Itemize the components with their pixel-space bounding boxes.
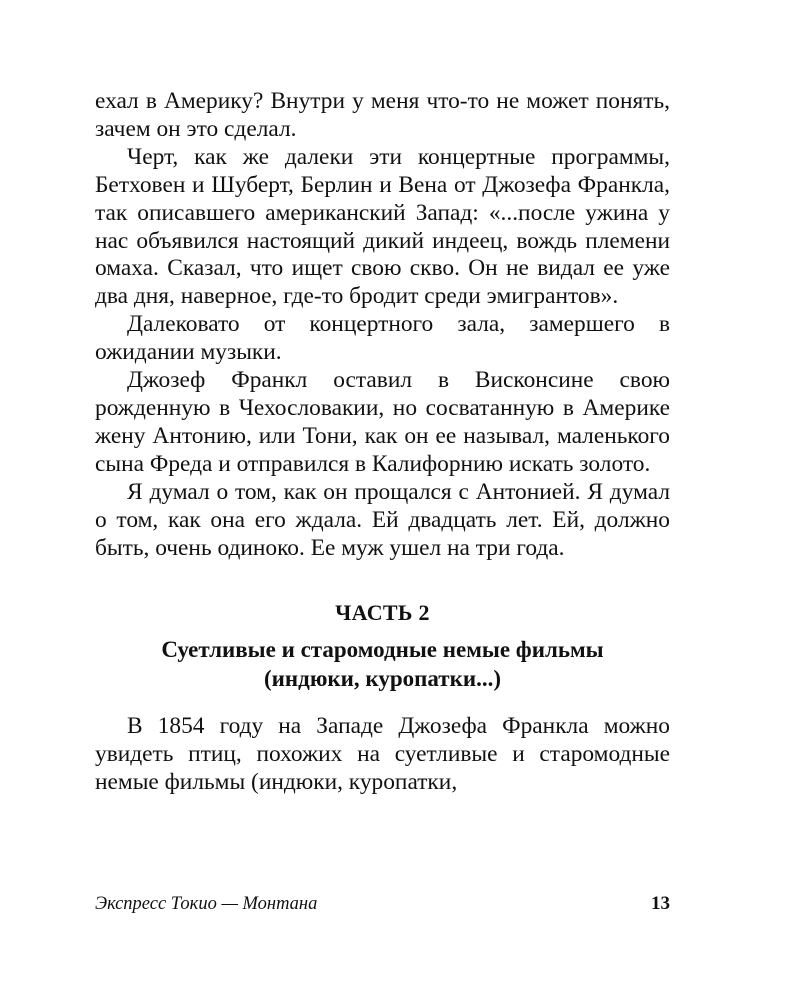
paragraph-6: В 1854 году на Западе Джозефа Франкла можно увидеть птиц, похожих на суетливые и старомодные немые фильмы (индюки, куропатки, [95, 713, 670, 796]
running-title: Экспресс Токио — Монтана [95, 894, 318, 914]
page-number: 13 [651, 893, 670, 914]
paragraph-1: ехал в Америку? Внутри у меня что-то не может понять, зачем он это сделал. [95, 88, 670, 142]
paragraph-4: Джозеф Франкл оставил в Висконсине свою рожденную в Чехословакии, но сосватанную в Америке жену Антонию, или Тони, как он ее называл, маленького сына Фреда и отправился в Калифорнию искать золото. [95, 367, 670, 477]
paragraph-3: Далековато от концертного зала, замершего в ожидании музыки. [95, 311, 670, 366]
page-body [95, 88, 670, 797]
page-footer [95, 893, 670, 915]
paragraph-5: Я думал о том, как он прощался с Антонией. Я думал о том, как она его ждала. Ей двадцать лет. Ей, должно быть, очень одиноко. Ее муж ушел на три года. [95, 478, 670, 561]
chapter-heading [95, 635, 670, 693]
chapter-heading-line-2: (индюки, куропатки...) [264, 666, 501, 692]
paragraph-2: Черт, как же далеки эти концертные программы, Бетховен и Шуберт, Берлин и Вена от Джозефа Франкла, так описавшего американский Запад: «...после ужина у нас объявился настоящий дикий индеец, вождь племени омаха. Сказал, что ищет свою скво. Он не видал ее уже два дня, наверное, где-то бродит среди эмигрантов». [95, 143, 670, 310]
chapter-heading-line-1: Суетливые и старомодные немые фильмы [161, 637, 604, 663]
part-heading: ЧАСТЬ 2 [335, 600, 430, 626]
